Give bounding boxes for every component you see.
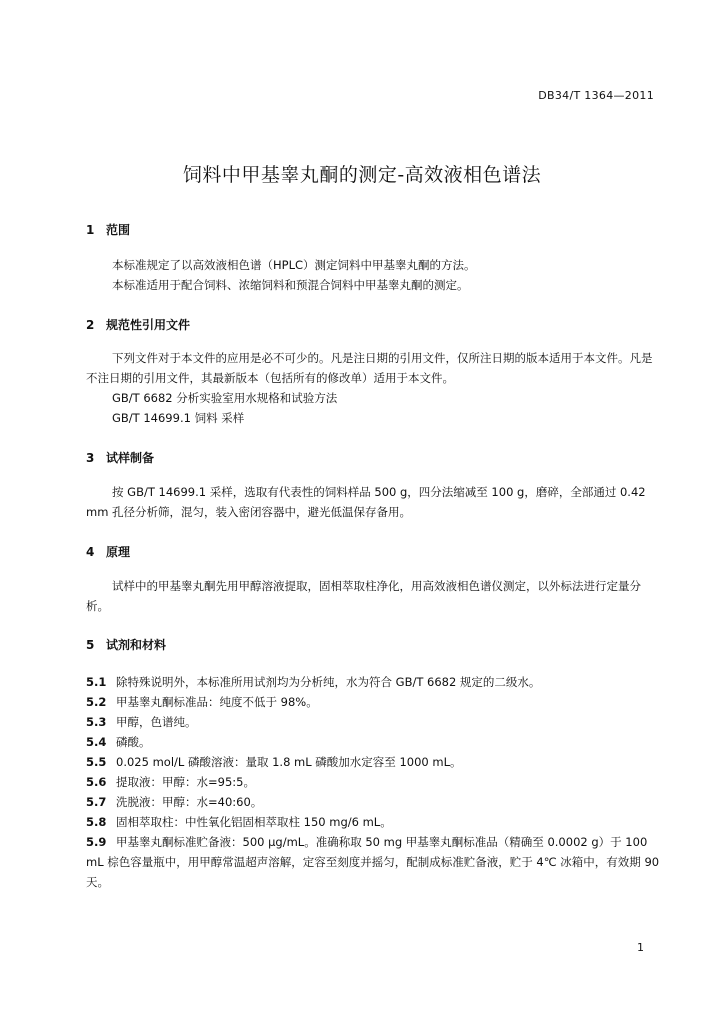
principle-paragraph: 试样中的甲基睾丸酮先用甲醇溶液提取，固相萃取柱净化，用高效液相色谱仪测定，以外标法进行定量分析。 (86, 579, 641, 613)
section-heading-4 (86, 543, 130, 560)
item-text: 除特殊说明外，本标准所用试剂均为分析纯，水为符合 GB/T 6682 规定的二级水。 (116, 675, 541, 689)
reagent-item (86, 812, 660, 832)
document-title: 饲料中甲基睾丸酮的测定-高效液相色谱法 (182, 164, 542, 186)
reagent-item (86, 832, 660, 892)
section-title: 范围 (106, 223, 131, 237)
item-number: 5.4 (86, 735, 107, 749)
item-number: 5.5 (86, 755, 107, 769)
section-number: 1 (86, 223, 95, 237)
reagent-item (86, 672, 660, 692)
item-text: 甲基睾丸酮标准品：纯度不低于 98%。 (116, 695, 318, 709)
section-heading-2 (86, 316, 190, 333)
section-title: 原理 (106, 545, 131, 559)
item-text: 甲基睾丸酮标准贮备液：500 μg/mL。准确称取 50 mg 甲基睾丸酮标准品（精确至 0.0002 g）于 100 mL 棕色容量瓶中，用甲醇常温超声溶解，定容至刻度并摇匀，配制成标准贮备液，贮于 4℃ 冰箱中，有效期 90 天。 (86, 835, 660, 889)
item-number: 5.2 (86, 695, 107, 709)
item-text: 提取液：甲醇：水=95:5。 (116, 775, 255, 789)
section-title: 试样制备 (106, 451, 155, 465)
standard-code: DB34/T 1364—2011 (538, 89, 654, 102)
section-title: 试剂和材料 (106, 638, 167, 652)
section-heading-3 (86, 449, 154, 466)
item-text: 固相萃取柱：中性氧化铝固相萃取柱 150 mg/6 mL。 (116, 815, 392, 829)
reagent-item (86, 772, 660, 792)
normative-ref-2: GB/T 14699.1 饲料 采样 (112, 411, 245, 425)
item-number: 5.1 (86, 675, 107, 689)
reagent-item (86, 752, 660, 772)
item-text: 甲醇，色谱纯。 (116, 715, 197, 729)
reagent-item (86, 712, 660, 732)
reagent-item (86, 792, 660, 812)
section-title: 规范性引用文件 (106, 318, 191, 332)
item-number: 5.9 (86, 835, 107, 849)
item-text: 磷酸。 (116, 735, 151, 749)
normative-paragraph: 下列文件对于本文件的应用是必不可少的。凡是注日期的引用文件，仅所注日期的版本适用于本文件。凡是不注日期的引用文件，其最新版本（包括所有的修改单）适用于本文件。 (86, 351, 653, 385)
item-text: 洗脱液：甲醇：水=40:60。 (116, 795, 263, 809)
item-number: 5.6 (86, 775, 107, 789)
reagent-item (86, 732, 660, 752)
item-number: 5.7 (86, 795, 107, 809)
item-text: 0.025 mol/L 磷酸溶液：量取 1.8 mL 磷酸加水定容至 1000 mL。 (116, 755, 462, 769)
sample-prep-paragraph: 按 GB/T 14699.1 采样，选取有代表性的饲料样品 500 g，四分法缩减至 100 g，磨碎，全部通过 0.42 mm 孔径分析筛，混匀，装入密闭容器中，避光低温保存备用。 (86, 485, 646, 519)
section-number: 2 (86, 318, 95, 332)
section-number: 5 (86, 638, 95, 652)
section-heading-5 (86, 636, 166, 653)
section-number: 3 (86, 451, 95, 465)
section-heading-1 (86, 221, 130, 238)
item-number: 5.8 (86, 815, 107, 829)
scope-paragraph-2: 本标准适用于配合饲料、浓缩饲料和预混合饲料中甲基睾丸酮的测定。 (112, 278, 469, 292)
section-number: 4 (86, 545, 95, 559)
page-number: 1 (637, 941, 644, 954)
item-number: 5.3 (86, 715, 107, 729)
reagent-item (86, 692, 660, 712)
normative-ref-1: GB/T 6682 分析实验室用水规格和试验方法 (112, 391, 338, 405)
scope-paragraph-1: 本标准规定了以高效液相色谱（HPLC）测定饲料中甲基睾丸酮的方法。 (112, 258, 476, 272)
